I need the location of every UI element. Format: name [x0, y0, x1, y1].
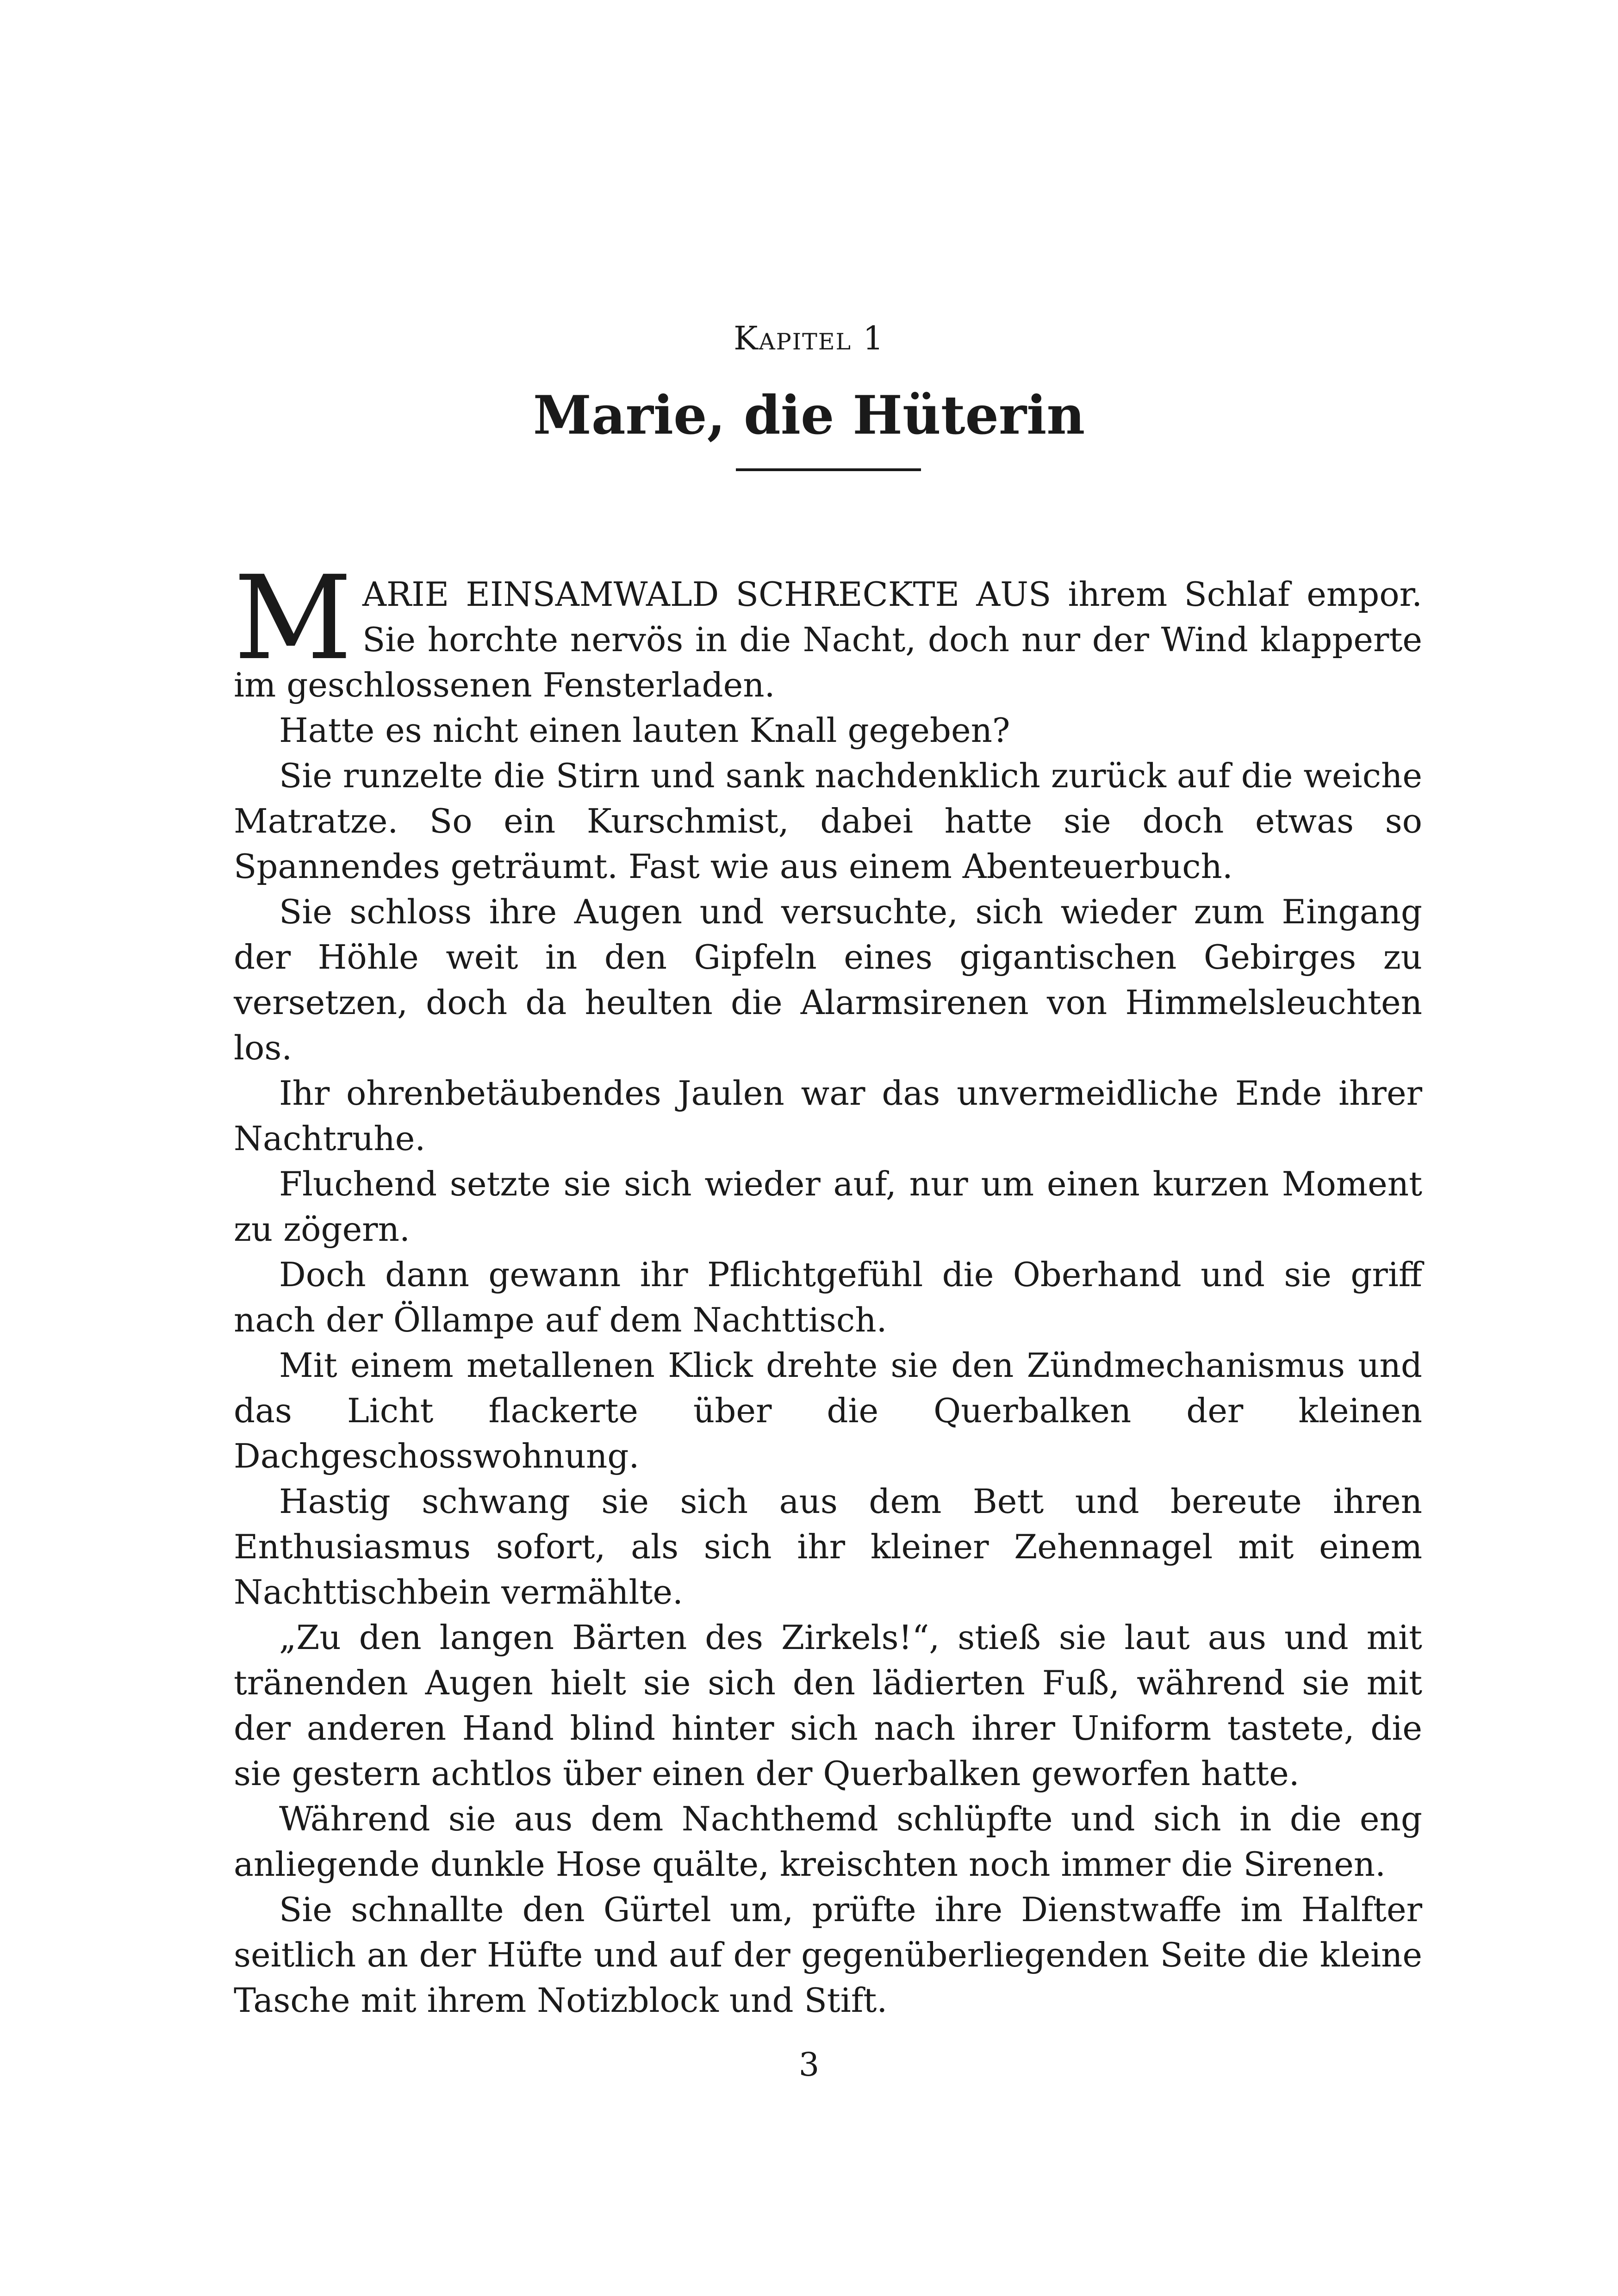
- paragraph: „Zu den langen Bärten des Zirkels!“, stieß sie laut aus und mit tränenden Augen hielt sie sich den lädierten Fuß, während sie mit der anderen Hand blind hinter sich nach ihrer Uniform tastete, die sie gestern achtlos über einen der Querbalken geworfen hatte.: [234, 1618, 1422, 1793]
- paragraph: Hatte es nicht einen lauten Knall gegeben?: [279, 711, 1010, 750]
- opening-paragraph: [234, 551, 1422, 708]
- chapter-label: Kapitel 1: [734, 319, 884, 357]
- opening-small-caps: ARIE EINSAMWALD SCHRECKTE AUS: [362, 575, 1052, 614]
- title-underline-rule: [736, 468, 921, 471]
- paragraph: Sie runzelte die Stirn und sank nachdenklich zurück auf die weiche Matratze. So ein Kurschmist, dabei hatte sie doch etwas so Spannendes geträumt. Fast wie aus einem Abenteuerbuch.: [234, 756, 1422, 886]
- page-number: 3: [798, 2046, 820, 2084]
- paragraph: Doch dann gewann ihr Pflichtgefühl die Oberhand und sie griff nach der Öllampe auf dem Nachttisch.: [234, 1255, 1422, 1339]
- paragraph: Fluchend setzte sie sich wieder auf, nur um einen kurzen Moment zu zögern.: [234, 1164, 1422, 1249]
- dropcap-initial: M: [234, 551, 352, 685]
- opening-text: ihrem Schlaf empor. Sie horchte nervös in die Nacht, doch nur der Wind klapperte im geschlossenen Fensterladen.: [234, 575, 1422, 704]
- paragraph: Sie schnallte den Gürtel um, prüfte ihre Dienstwaffe im Halfter seitlich an der Hüfte und auf der gegenüberliegenden Seite die kleine Tasche mit ihrem Notizblock und Stift.: [234, 1890, 1422, 2020]
- paragraph: Mit einem metallenen Klick drehte sie den Zündmechanismus und das Licht flackerte über die Querbalken der kleinen Dachgeschosswohnung.: [234, 1346, 1422, 1475]
- chapter-title: Marie, die Hüterin: [533, 384, 1085, 446]
- paragraph: Sie schloss ihre Augen und versuchte, sich wieder zum Eingang der Höhle weit in den Gipfeln eines gigantischen Gebirges zu versetzen, doch da heulten die Alarmsirenen von Himmelsleuchten los.: [234, 892, 1422, 1067]
- paragraph: Ihr ohrenbetäubendes Jaulen war das unvermeidliche Ende ihrer Nachtruhe.: [234, 1074, 1422, 1158]
- paragraph: Während sie aus dem Nachthemd schlüpfte und sich in die eng anliegende dunkle Hose quälte, kreischten noch immer die Sirenen.: [234, 1799, 1422, 1884]
- paragraph: Hastig schwang sie sich aus dem Bett und bereute ihren Enthusiasmus sofort, als sich ihr kleiner Zehennagel mit einem Nachttischbein vermählte.: [234, 1482, 1422, 1612]
- chapter-body: [234, 551, 1422, 2023]
